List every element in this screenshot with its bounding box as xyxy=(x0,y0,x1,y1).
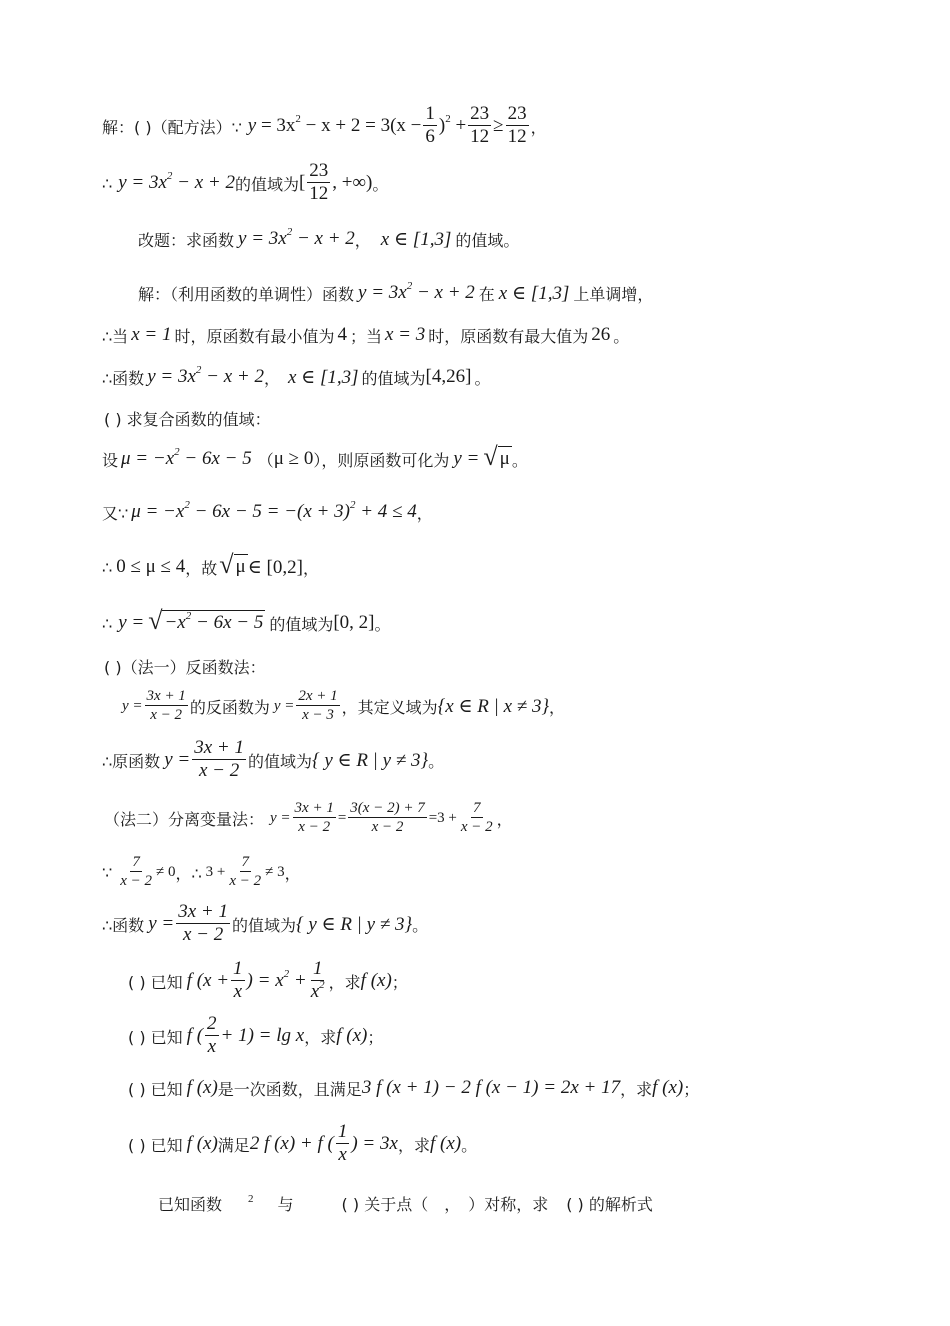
math: = xyxy=(337,809,347,826)
math: ≥ xyxy=(493,115,504,136)
question-4 xyxy=(128,1118,477,1170)
math: μ ≥ 0 xyxy=(273,448,314,469)
text: （法二）分离变量法： xyxy=(104,809,265,829)
fraction: $\frac{23}{12}$ xyxy=(507,103,527,148)
fraction: $\frac{7}{x - 2}$ xyxy=(229,853,262,890)
text: 与 xyxy=(277,1194,294,1214)
math: 3 f (x + 1) − 2 f (x − 1) = 2x + 17 xyxy=(361,1077,621,1098)
question-3 xyxy=(128,1074,699,1102)
text: ， xyxy=(549,697,566,717)
text: ， xyxy=(354,230,371,250)
text: ；当 xyxy=(349,326,382,346)
fraction: $\frac{2x + 1}{x - 3}$ xyxy=(298,687,338,724)
fraction: $\frac{1}{x}$ xyxy=(233,958,243,1003)
text: 的反函数为 xyxy=(189,697,270,717)
math: = $3x^2 - x + 2 = 3(x$ − xyxy=(260,113,422,136)
text: ( ) 已知 xyxy=(128,1027,183,1047)
fraction: $\frac{2}{x}$ xyxy=(207,1013,217,1058)
text: （ xyxy=(257,450,274,470)
text: ∴原函数 xyxy=(102,751,161,771)
math: { y ∈ R | y ≠ 3} xyxy=(311,749,429,771)
math: y = xyxy=(453,448,480,469)
text: ），则原函数可化为 xyxy=(313,450,450,470)
line-9 xyxy=(102,498,433,526)
text: 的值域为 xyxy=(269,614,334,634)
last-line xyxy=(158,1190,653,1216)
math: $y = 3x^2 - x + 2$ xyxy=(358,280,475,303)
math: = xyxy=(428,809,438,826)
question-1 xyxy=(128,955,408,1007)
text: 上单调增， xyxy=(573,284,654,304)
text: 的值域为 xyxy=(231,915,296,935)
sqrt: √ $-x^2 - 6x - 5$ xyxy=(148,606,264,636)
math: $y = 3x^2 - x + 2$ xyxy=(147,364,264,387)
text: ， xyxy=(302,558,319,578)
text: ，∴ xyxy=(175,863,202,883)
text: 的值域为 xyxy=(361,368,426,388)
math: ) = $x^2$ + xyxy=(246,968,307,991)
text: ∴ xyxy=(102,173,113,193)
text: 解：（利用函数的单调性）函数 xyxy=(138,284,355,304)
text: ∴函数 xyxy=(102,368,145,388)
text: ， xyxy=(530,117,547,137)
fraction: $\frac{3(x - 2) + 7}{x - 2}$ xyxy=(350,799,425,836)
text: 已知函数 xyxy=(158,1194,223,1214)
sqrt: √ μ xyxy=(483,442,510,472)
math: y = xyxy=(270,809,291,826)
math: ) = 3x xyxy=(351,1133,398,1154)
math: x ∈ [1,3] xyxy=(287,366,359,388)
math: [0, 2] xyxy=(333,612,375,633)
text: ，求 xyxy=(328,972,361,992)
line-10 xyxy=(102,552,319,582)
text: ∴ xyxy=(102,613,113,633)
math: $y = 3x^2 - x + 2$ xyxy=(118,170,235,193)
math: {x ∈ R | x ≠ 3} xyxy=(437,695,550,717)
text: ，求 xyxy=(304,1027,337,1047)
line-5 xyxy=(102,322,629,348)
text: 。 xyxy=(461,1135,478,1155)
fraction: $\frac{1}{x^2}$ xyxy=(310,958,325,1003)
text: ，求 xyxy=(620,1079,653,1099)
math: y = xyxy=(164,749,191,770)
text: ( ) 求复合函数的值域： xyxy=(104,409,271,429)
text: 时，原函数有最大值为 xyxy=(428,326,589,346)
text: ， xyxy=(416,503,433,523)
math: f (x) xyxy=(186,1077,218,1098)
fraction: $\frac{1}{6}$ xyxy=(425,103,435,148)
sqrt: √ μ xyxy=(219,550,246,580)
text: 是一次函数，且满足 xyxy=(217,1079,362,1099)
fraction: $\frac{3x + 1}{x - 2}$ xyxy=(178,901,228,946)
math: $\mu = -x^2 - 6x - 5 = -(x + 3)^2 + 4 \le 4$ xyxy=(131,499,417,522)
math: y = xyxy=(118,612,145,633)
math: f (x) xyxy=(336,1025,368,1046)
math: f (x) xyxy=(429,1133,462,1154)
text: ， xyxy=(263,368,280,388)
text: ∴当 xyxy=(102,326,129,346)
math: y = xyxy=(122,697,143,714)
text: 。 xyxy=(372,174,389,194)
math: f (x) xyxy=(186,1133,218,1154)
fraction: $\frac{1}{x}$ xyxy=(337,1121,348,1166)
math: y = xyxy=(273,697,295,714)
math: $y = 3x^2 - x + 2$ xyxy=(238,226,355,249)
text: 。 xyxy=(412,915,429,935)
fraction: $\frac{23}{12}$ xyxy=(309,160,329,205)
math: x = 3 xyxy=(384,324,426,345)
text: ， xyxy=(284,863,301,883)
math: [4,26] xyxy=(425,366,472,387)
text: 解：( )（配方法）∵ xyxy=(102,117,242,137)
math: + 1) = lg x xyxy=(220,1025,305,1046)
text: 时，原函数有最小值为 xyxy=(174,326,335,346)
line-7 xyxy=(104,406,271,430)
line-12 xyxy=(104,654,266,678)
text: ∴函数 xyxy=(102,915,145,935)
question-2 xyxy=(128,1010,383,1062)
text: 。 xyxy=(428,751,445,771)
math: 3 + xyxy=(437,809,457,826)
text: 改题：求函数 xyxy=(138,230,235,250)
math: f (x) xyxy=(360,970,392,991)
text: ∵ xyxy=(102,862,113,882)
text: ( ) 的解析式 xyxy=(566,1194,653,1214)
text: ，其定义域为 xyxy=(341,697,438,717)
text: 满足 xyxy=(217,1135,250,1155)
math: , +∞) xyxy=(332,172,373,193)
text: 又∵ xyxy=(102,503,129,523)
math: x ∈ [1,3] xyxy=(380,228,452,250)
fraction: $\frac{7}{x - 2}$ xyxy=(120,853,152,890)
fraction: $\frac{23}{12}$ xyxy=(470,103,490,148)
math: f ( xyxy=(186,1025,204,1046)
text: 在 xyxy=(478,284,495,304)
line-3 xyxy=(138,226,519,252)
math: $\mu = -x^2 - 6x - 5$ xyxy=(121,446,252,469)
line-15 xyxy=(104,794,513,842)
math: [ xyxy=(298,172,306,193)
line-2 xyxy=(102,157,388,209)
text: 。 xyxy=(511,450,528,470)
math: y = xyxy=(148,913,175,934)
math: ∈ [0,2] xyxy=(247,556,303,578)
line-4 xyxy=(138,280,653,306)
text: ( ) 已知 xyxy=(128,972,183,992)
text: ∴ xyxy=(102,557,113,577)
math: f (x) xyxy=(652,1077,684,1098)
line-14 xyxy=(102,734,444,786)
math: 0 ≤ μ ≤ 4 xyxy=(116,556,186,577)
text: ，求 xyxy=(397,1135,430,1155)
math: 3 + xyxy=(205,863,226,880)
math: 2 f (x) + f ( xyxy=(249,1133,334,1154)
line-17 xyxy=(102,898,428,950)
text: 的值域为 xyxy=(247,751,312,771)
math: f (x + xyxy=(186,970,230,991)
math: x ∈ [1,3] xyxy=(498,282,570,304)
text: 2 xyxy=(248,1193,254,1205)
line-6 xyxy=(102,364,490,390)
text: ( )（法一）反函数法： xyxy=(104,657,266,677)
text: ( ) 已知 xyxy=(128,1079,183,1099)
line-8 xyxy=(102,444,528,474)
fraction: $\frac{7}{x - 2}$ xyxy=(460,799,493,836)
math: y xyxy=(247,115,257,136)
math: ≠ 3 xyxy=(265,863,285,880)
text: ，故 xyxy=(185,558,218,578)
text: 的值域。 xyxy=(455,230,520,250)
text: ， xyxy=(496,809,513,829)
line-11 xyxy=(102,608,391,638)
text: ( ) 已知 xyxy=(128,1135,183,1155)
text: ； xyxy=(367,1027,384,1047)
text: ； xyxy=(391,972,408,992)
text: 。 xyxy=(613,326,630,346)
line-1 xyxy=(102,100,547,152)
text: 设 xyxy=(102,450,119,470)
text: 的值域为 xyxy=(234,174,299,194)
math: )$^2$ + xyxy=(438,113,467,136)
text: ； xyxy=(683,1079,700,1099)
math: 26 xyxy=(591,324,611,345)
line-13 xyxy=(122,682,565,730)
text: ( ) 关于点（ ， ）对称，求 xyxy=(341,1194,549,1214)
fraction: $\frac{3x + 1}{x - 2}$ xyxy=(146,687,186,724)
math: { y ∈ R | y ≠ 3} xyxy=(295,913,413,935)
math: ≠ 0 xyxy=(155,863,176,880)
line-16 xyxy=(102,848,301,896)
fraction: $\frac{3x + 1}{x - 2}$ xyxy=(194,737,244,782)
text: 。 xyxy=(474,368,491,388)
math: 4 xyxy=(337,324,347,345)
text: 。 xyxy=(374,614,391,634)
math: x = 1 xyxy=(131,324,172,345)
fraction: $\frac{3x + 1}{x - 2}$ xyxy=(294,799,334,836)
